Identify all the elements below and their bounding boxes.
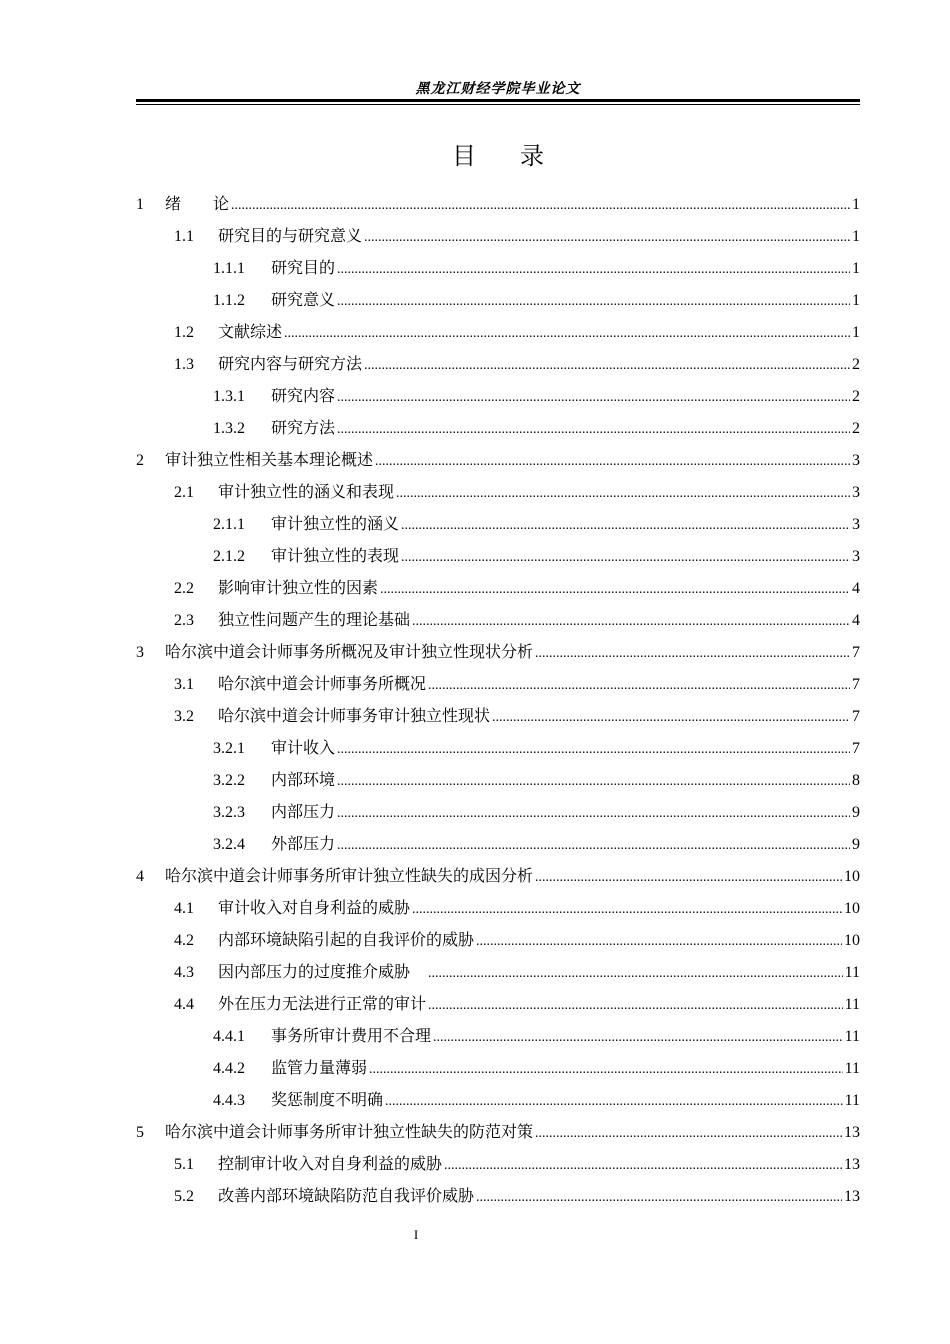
toc-entry-label: 研究目的与研究意义 [218,226,363,245]
toc-entry-number: 2.1.2 [213,548,245,565]
toc-entry[interactable] [136,732,860,764]
toc-leader-dots [337,286,850,318]
toc-entry-label: 审计收入对自身利益的威胁 [218,898,411,917]
toc-leader-dots [375,446,850,478]
toc-entry-label: 改善内部环境缺陷防范自我评价威胁 [218,1186,475,1205]
toc-leader-dots [412,606,850,638]
toc-entry[interactable] [136,1084,860,1116]
toc-leader-dots [535,862,842,894]
toc-entry-number: 1.1.1 [213,260,245,277]
toc-entry-number: 3 [136,644,144,661]
toc-entry[interactable] [136,796,860,828]
toc-entry-label: 哈尔滨中道会计师事务所审计独立性缺失的防范对策 [165,1122,534,1141]
toc-leader-dots [428,670,850,702]
toc-entry-page: 10 [844,868,860,885]
toc-entry-page: 11 [844,964,860,981]
toc-entry-number: 4.2 [174,932,194,949]
toc-entry-label: 哈尔滨中道会计师事务所概况及审计独立性现状分析 [165,642,534,661]
toc-entry-label: 内部环境缺陷引起的自我评价的威胁 [218,930,475,949]
toc-entry-page: 1 [852,292,860,309]
toc-entry-label: 哈尔滨中道会计师事务所审计独立性缺失的成因分析 [165,866,534,885]
toc-entry-page: 3 [852,484,860,501]
toc-entry-number: 1.3.2 [213,420,245,437]
toc-leader-dots [364,350,850,382]
toc-entry[interactable] [136,572,860,604]
toc-entry-label: 影响审计独立性的因素 [218,578,379,597]
toc-entry-number: 2.3 [174,612,194,629]
toc-entry-page: 1 [852,324,860,341]
toc-entry-label: 监管力量薄弱 [271,1058,368,1077]
toc-entry-number: 2.1 [174,484,194,501]
toc-entry-number: 4.4.2 [213,1060,245,1077]
toc-entry-label: 事务所审计费用不合理 [271,1026,432,1045]
toc-entry-label: 研究目的 [271,258,336,277]
toc-entry-page: 3 [852,452,860,469]
toc-entry-number: 3.2.4 [213,836,245,853]
toc-entry-number: 3.2.3 [213,804,245,821]
toc-entry-label: 哈尔滨中道会计师事务所概况 [218,674,427,693]
toc-leader-dots [492,702,850,734]
toc-entry-page: 4 [852,612,860,629]
toc-leader-dots [535,638,850,670]
toc-entry-label: 审计独立性相关基本理论概述 [165,450,374,469]
toc-entry[interactable] [136,924,860,956]
toc-entry-number: 4.4.3 [213,1092,245,1109]
toc-leader-dots [337,414,850,446]
toc-entry-page: 7 [852,740,860,757]
toc-entry[interactable] [136,604,860,636]
toc-entry[interactable] [136,700,860,732]
toc-leader-dots [428,990,843,1022]
footer-page-number: I [413,1227,419,1242]
toc-entry-label: 审计收入 [271,738,336,757]
toc-entry-label: 外在压力无法进行正常的审计 [218,994,427,1013]
toc-leader-dots [476,926,842,958]
toc-entry-page: 2 [852,388,860,405]
toc-entry-page: 13 [844,1124,860,1141]
toc-leader-dots [337,734,850,766]
toc-entry-page: 10 [844,932,860,949]
toc-leader-dots [337,254,850,286]
toc-entry-page: 10 [844,900,860,917]
toc-entry-page: 3 [852,548,860,565]
toc-entry[interactable] [136,1116,860,1148]
toc-entry[interactable] [136,540,860,572]
toc-entry[interactable] [136,668,860,700]
toc-entry[interactable] [136,188,860,220]
toc-entry[interactable] [136,508,860,540]
toc-entry-number: 4 [136,868,144,885]
toc-entry-label: 哈尔滨中道会计师事务审计独立性现状 [218,706,491,725]
toc-entry-number: 1 [136,196,144,213]
page-header-title: 黑龙江财经学院毕业论文 [415,81,581,97]
toc-entry-number: 3.2.2 [213,772,245,789]
toc-entry[interactable] [136,764,860,796]
toc-entry-number: 2.2 [174,580,194,597]
toc-leader-dots [337,382,850,414]
toc-entry-number: 1.3.1 [213,388,245,405]
toc-entry[interactable] [136,956,860,988]
toc-leader-dots [369,1054,843,1086]
toc-entry-label: 因内部压力的过度推介威胁 [218,962,427,981]
toc-entry[interactable] [136,860,860,892]
toc-leader-dots [284,318,850,350]
toc-entry-page: 7 [852,676,860,693]
toc-entry-number: 4.4.1 [213,1028,245,1045]
toc-leader-dots [401,542,850,574]
toc-entry-label: 独立性问题产生的理论基础 [218,610,411,629]
toc-leader-dots [396,478,850,510]
toc-entry-page: 2 [852,420,860,437]
toc-entry[interactable] [136,828,860,860]
toc-entry[interactable] [136,1180,860,1212]
toc-entry-number: 1.1.2 [213,292,245,309]
toc-entry-label: 研究内容与研究方法 [218,354,363,373]
toc-entry-label: 研究内容 [271,386,336,405]
toc-entry-number: 2.1.1 [213,516,245,533]
toc-leader-dots [476,1182,842,1214]
toc-entry[interactable] [136,316,860,348]
toc-entry[interactable] [136,1052,860,1084]
toc-title: 目录 [452,142,588,170]
toc-leader-dots [433,1022,843,1054]
toc-entry[interactable] [136,348,860,380]
toc-entry[interactable] [136,1020,860,1052]
header-rule-thin [136,104,860,105]
toc-entry-label: 审计独立性的涵义 [271,514,400,533]
header-rule-thick [136,99,860,102]
toc-entry-page: 3 [852,516,860,533]
toc-leader-dots [337,830,850,862]
toc-entry-number: 1.2 [174,324,194,341]
toc-entry[interactable] [136,636,860,668]
toc-entry-page: 7 [852,708,860,725]
toc-entry-number: 3.2 [174,708,194,725]
toc-entry[interactable] [136,892,860,924]
toc-entry-page: 9 [852,804,860,821]
toc-entry-label: 研究意义 [271,290,336,309]
toc-entry[interactable] [136,220,860,252]
toc-entry-label: 审计独立性的表现 [271,546,400,565]
toc-leader-dots [364,222,850,254]
toc-entry-number: 5 [136,1124,144,1141]
toc-entry[interactable] [136,412,860,444]
toc-leader-dots [337,798,850,830]
toc-entry-page: 13 [844,1156,860,1173]
toc-entry-label: 内部环境 [271,770,336,789]
toc-entry-page: 11 [844,1028,860,1045]
toc-entry-number: 2 [136,452,144,469]
toc-entry-page: 11 [844,1060,860,1077]
toc-entry-number: 5.2 [174,1188,194,1205]
toc-entry-label: 奖惩制度不明确 [271,1090,384,1109]
toc-entry-page: 2 [852,356,860,373]
toc-entry[interactable] [136,988,860,1020]
toc-entry-page: 11 [844,996,860,1013]
toc-entry-page: 8 [852,772,860,789]
toc-entry-number: 1.1 [174,228,194,245]
toc-entry-page: 11 [844,1092,860,1109]
table-of-contents [136,188,860,1212]
toc-leader-dots [337,766,850,798]
toc-leader-dots [401,510,850,542]
toc-entry-number: 3.1 [174,676,194,693]
toc-leader-dots [412,894,842,926]
toc-entry-number: 5.1 [174,1156,194,1173]
toc-entry-page: 4 [852,580,860,597]
toc-entry-number: 1.3 [174,356,194,373]
toc-leader-dots [535,1118,842,1150]
toc-entry-page: 1 [852,260,860,277]
toc-entry-page: 9 [852,836,860,853]
toc-entry-label: 研究方法 [271,418,336,437]
toc-entry[interactable] [136,284,860,316]
toc-entry[interactable] [136,252,860,284]
toc-leader-dots [231,190,850,222]
toc-leader-dots [428,958,843,990]
toc-entry-label: 外部压力 [271,834,336,853]
toc-entry-page: 13 [844,1188,860,1205]
toc-entry-number: 4.3 [174,964,194,981]
toc-entry-number: 4.1 [174,900,194,917]
toc-entry[interactable] [136,444,860,476]
toc-entry-page: 7 [852,644,860,661]
toc-entry-label: 绪 论 [165,194,230,213]
toc-entry-label: 控制审计收入对自身利益的威胁 [218,1154,443,1173]
toc-leader-dots [444,1150,842,1182]
toc-leader-dots [380,574,850,606]
toc-entry[interactable] [136,1148,860,1180]
toc-entry[interactable] [136,476,860,508]
toc-leader-dots [385,1086,843,1118]
toc-entry-label: 审计独立性的涵义和表现 [218,482,395,501]
toc-entry-page: 1 [852,196,860,213]
toc-entry[interactable] [136,380,860,412]
toc-entry-number: 4.4 [174,996,194,1013]
toc-entry-page: 1 [852,228,860,245]
toc-entry-label: 文献综述 [218,322,283,341]
toc-entry-label: 内部压力 [271,802,336,821]
toc-entry-number: 3.2.1 [213,740,245,757]
